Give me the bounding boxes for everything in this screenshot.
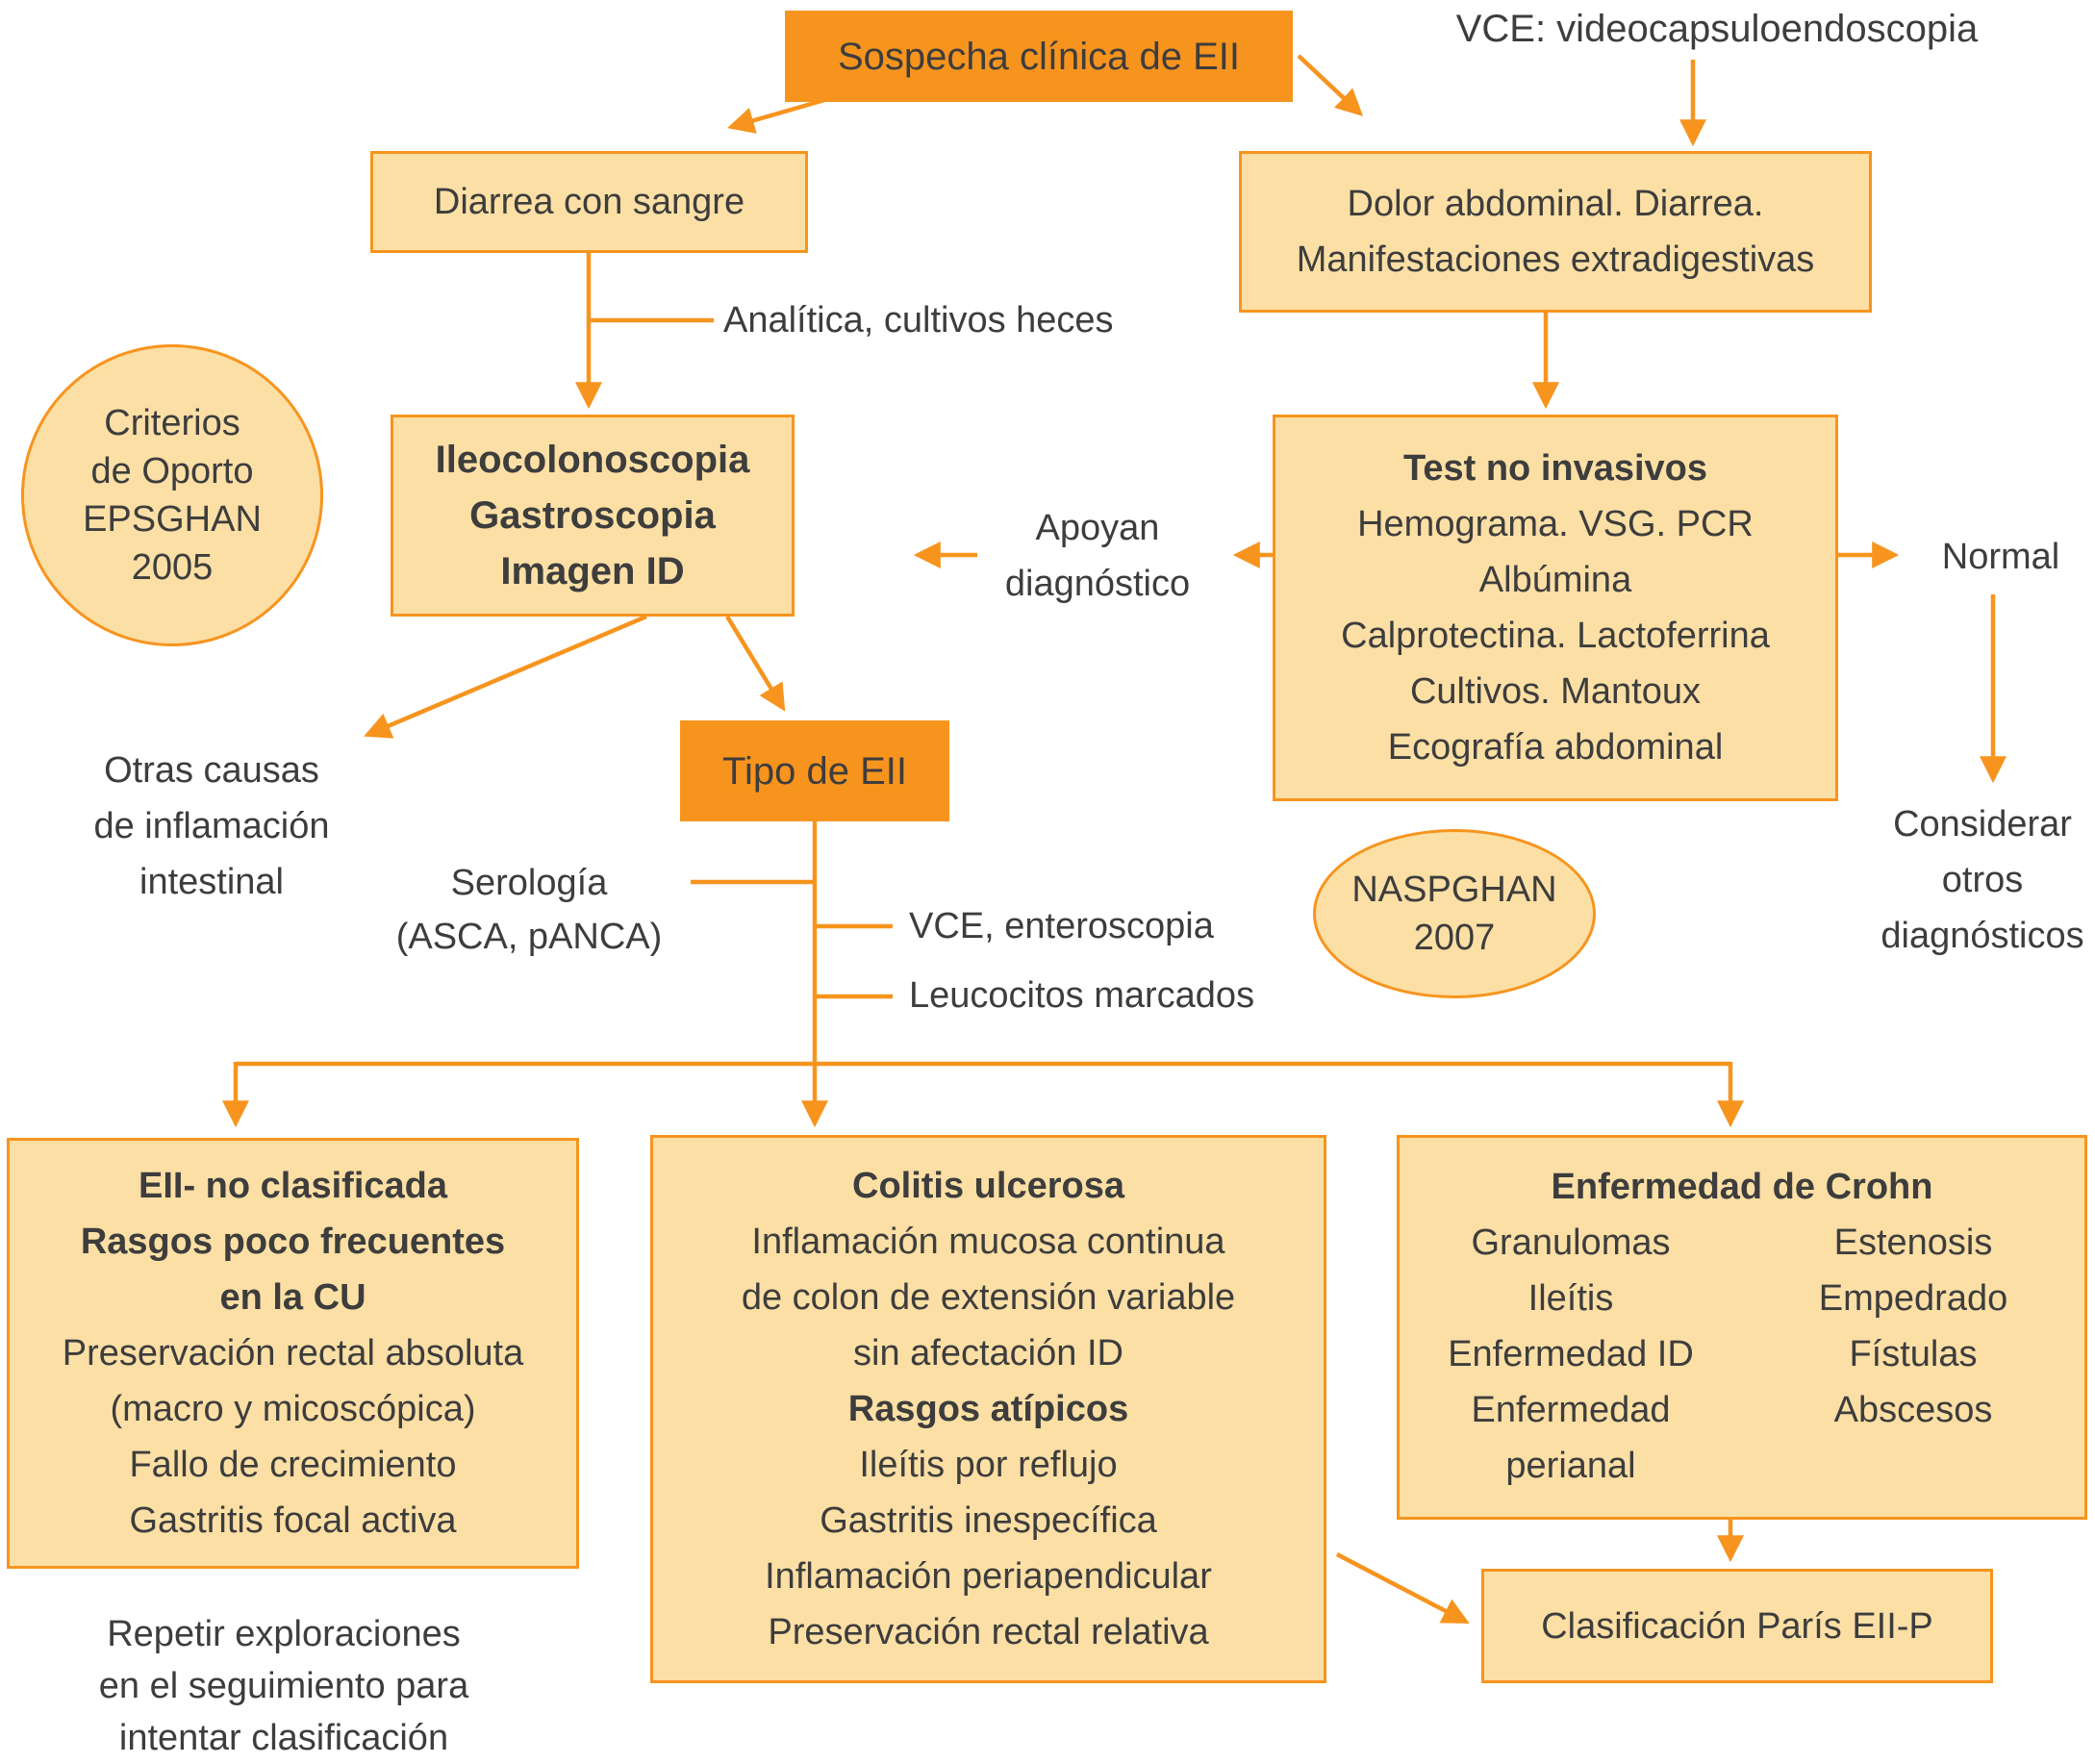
oporto-line-3: EPSGHAN bbox=[83, 499, 262, 540]
cu-line-5: Gastritis inespecífica bbox=[820, 1500, 1157, 1541]
considerar-line-3: diagnósticos bbox=[1880, 916, 2084, 956]
crohn-col1-item-2: Ileítis bbox=[1527, 1278, 1614, 1319]
ileo-line-2: Gastroscopia bbox=[469, 494, 716, 537]
label-normal: Normal bbox=[1941, 537, 2060, 577]
naspghan-line-2: 2007 bbox=[1413, 918, 1496, 958]
apoyan-line-2: diagnóstico bbox=[1004, 564, 1191, 604]
crohn-col1-item-4: Enfermedad bbox=[1471, 1390, 1671, 1430]
node-criterios-oporto bbox=[21, 344, 323, 646]
cu-line-4: Ileítis por reflujo bbox=[859, 1445, 1118, 1485]
test-line-5: Ecografía abdominal bbox=[1387, 727, 1724, 768]
serologia-line-1: Serología bbox=[450, 863, 608, 903]
node-ileocolonoscopia bbox=[391, 415, 795, 617]
tipo-label: Tipo de EII bbox=[722, 749, 907, 793]
node-eii-no-clasificada bbox=[7, 1138, 579, 1569]
node-dolor-line-1: Dolor abdominal. Diarrea. bbox=[1347, 184, 1764, 224]
cu-line-6: Inflamación periapendicular bbox=[765, 1556, 1212, 1597]
paris-label: Clasificación París EII-P bbox=[1541, 1605, 1933, 1647]
eii-nc-title-3: en la CU bbox=[219, 1277, 366, 1318]
crohn-col-2 bbox=[1742, 1215, 2084, 1494]
crohn-columns bbox=[1400, 1215, 2084, 1494]
repetir-line-2: en el seguimiento para bbox=[98, 1666, 469, 1706]
oporto-line-4: 2005 bbox=[131, 547, 214, 588]
crohn-col2-item-3: Fístulas bbox=[1849, 1334, 1978, 1374]
node-colitis-ulcerosa bbox=[650, 1135, 1326, 1683]
test-line-1: Hemograma. VSG. PCR bbox=[1357, 504, 1754, 544]
connector-cu-paris bbox=[1337, 1554, 1466, 1622]
cu-line-1: Inflamación mucosa continua bbox=[751, 1222, 1225, 1262]
cu-subtitle: Rasgos atípicos bbox=[847, 1389, 1129, 1429]
test-title: Test no invasivos bbox=[1402, 448, 1708, 489]
label-serologia bbox=[370, 856, 688, 964]
crohn-col2-item-2: Empedrado bbox=[1818, 1278, 2008, 1319]
cu-line-3: sin afectación ID bbox=[853, 1333, 1123, 1373]
label-considerar-otros bbox=[1872, 796, 2093, 964]
eii-nc-line-2: (macro y micoscópica) bbox=[110, 1389, 476, 1429]
node-tipo-de-eii bbox=[680, 720, 949, 821]
naspghan-line-1: NASPGHAN bbox=[1351, 869, 1557, 910]
connector-ileo-tipo bbox=[727, 617, 783, 708]
otras-line-1: Otras causas bbox=[104, 750, 319, 791]
label-apoyan-diagnostico bbox=[977, 500, 1218, 612]
node-naspghan bbox=[1313, 829, 1596, 998]
crohn-col1-item-3: Enfermedad ID bbox=[1448, 1334, 1694, 1374]
considerar-line-2: otros bbox=[1941, 860, 2024, 900]
node-clasificacion-paris bbox=[1481, 1569, 1993, 1683]
considerar-line-1: Considerar bbox=[1893, 804, 2072, 844]
crohn-col1-item-1: Granulomas bbox=[1471, 1222, 1671, 1263]
crohn-col-1 bbox=[1400, 1215, 1742, 1494]
node-enfermedad-crohn bbox=[1397, 1135, 2087, 1520]
label-leucocitos-marcados: Leucocitos marcados bbox=[909, 975, 1255, 1016]
crohn-col2-item-1: Estenosis bbox=[1833, 1222, 1993, 1263]
serologia-line-2: (ASCA, pANCA) bbox=[395, 917, 663, 957]
cu-line-2: de colon de extensión variable bbox=[741, 1277, 1236, 1318]
node-diarrea-label: Diarrea con sangre bbox=[433, 182, 745, 222]
label-repetir-exploraciones bbox=[72, 1608, 495, 1764]
oporto-line-2: de Oporto bbox=[90, 451, 254, 491]
repetir-line-3: intentar clasificación bbox=[118, 1718, 449, 1758]
crohn-col1-item-5: perianal bbox=[1505, 1446, 1636, 1486]
cu-title: Colitis ulcerosa bbox=[852, 1166, 1124, 1206]
eii-nc-line-1: Preservación rectal absoluta bbox=[62, 1333, 524, 1373]
eii-nc-line-4: Gastritis focal activa bbox=[129, 1500, 457, 1541]
test-line-3: Calprotectina. Lactoferrina bbox=[1341, 616, 1770, 656]
node-test-no-invasivos bbox=[1273, 415, 1838, 801]
apoyan-line-1: Apoyan bbox=[1035, 508, 1160, 548]
node-dolor-abdominal bbox=[1239, 151, 1872, 313]
label-analitica-cultivos: Analítica, cultivos heces bbox=[723, 300, 1114, 340]
node-dolor-line-2: Manifestaciones extradigestivas bbox=[1296, 239, 1815, 280]
ileo-line-3: Imagen ID bbox=[500, 550, 685, 592]
ileo-line-1: Ileocolonoscopia bbox=[435, 439, 750, 481]
label-vce-enteroscopia: VCE, enteroscopia bbox=[909, 906, 1214, 946]
eii-nc-line-3: Fallo de crecimiento bbox=[129, 1445, 457, 1485]
oporto-line-1: Criterios bbox=[104, 403, 240, 443]
label-otras-causas bbox=[67, 743, 356, 910]
crohn-title: Enfermedad de Crohn bbox=[1551, 1167, 1933, 1207]
node-sospecha-label: Sospecha clínica de EII bbox=[837, 35, 1241, 78]
test-line-2: Albúmina bbox=[1478, 560, 1632, 600]
eii-nc-title-1: EII- no clasificada bbox=[139, 1166, 447, 1206]
node-sospecha-clinica bbox=[785, 11, 1293, 102]
node-diarrea-con-sangre bbox=[370, 151, 808, 253]
test-line-4: Cultivos. Mantoux bbox=[1409, 671, 1701, 712]
eii-nc-title-2: Rasgos poco frecuentes bbox=[80, 1222, 506, 1262]
connector-sospecha-dolor bbox=[1299, 56, 1360, 113]
otras-line-3: intestinal bbox=[139, 862, 284, 902]
cu-line-7: Preservación rectal relativa bbox=[768, 1612, 1209, 1652]
connector-ileo-otras bbox=[367, 617, 646, 735]
repetir-line-1: Repetir exploraciones bbox=[107, 1614, 461, 1654]
otras-line-2: de inflamación bbox=[93, 806, 330, 846]
crohn-col2-item-4: Abscesos bbox=[1833, 1390, 1993, 1430]
vce-legend: VCE: videocapsuloendoscopia bbox=[1455, 8, 1979, 50]
